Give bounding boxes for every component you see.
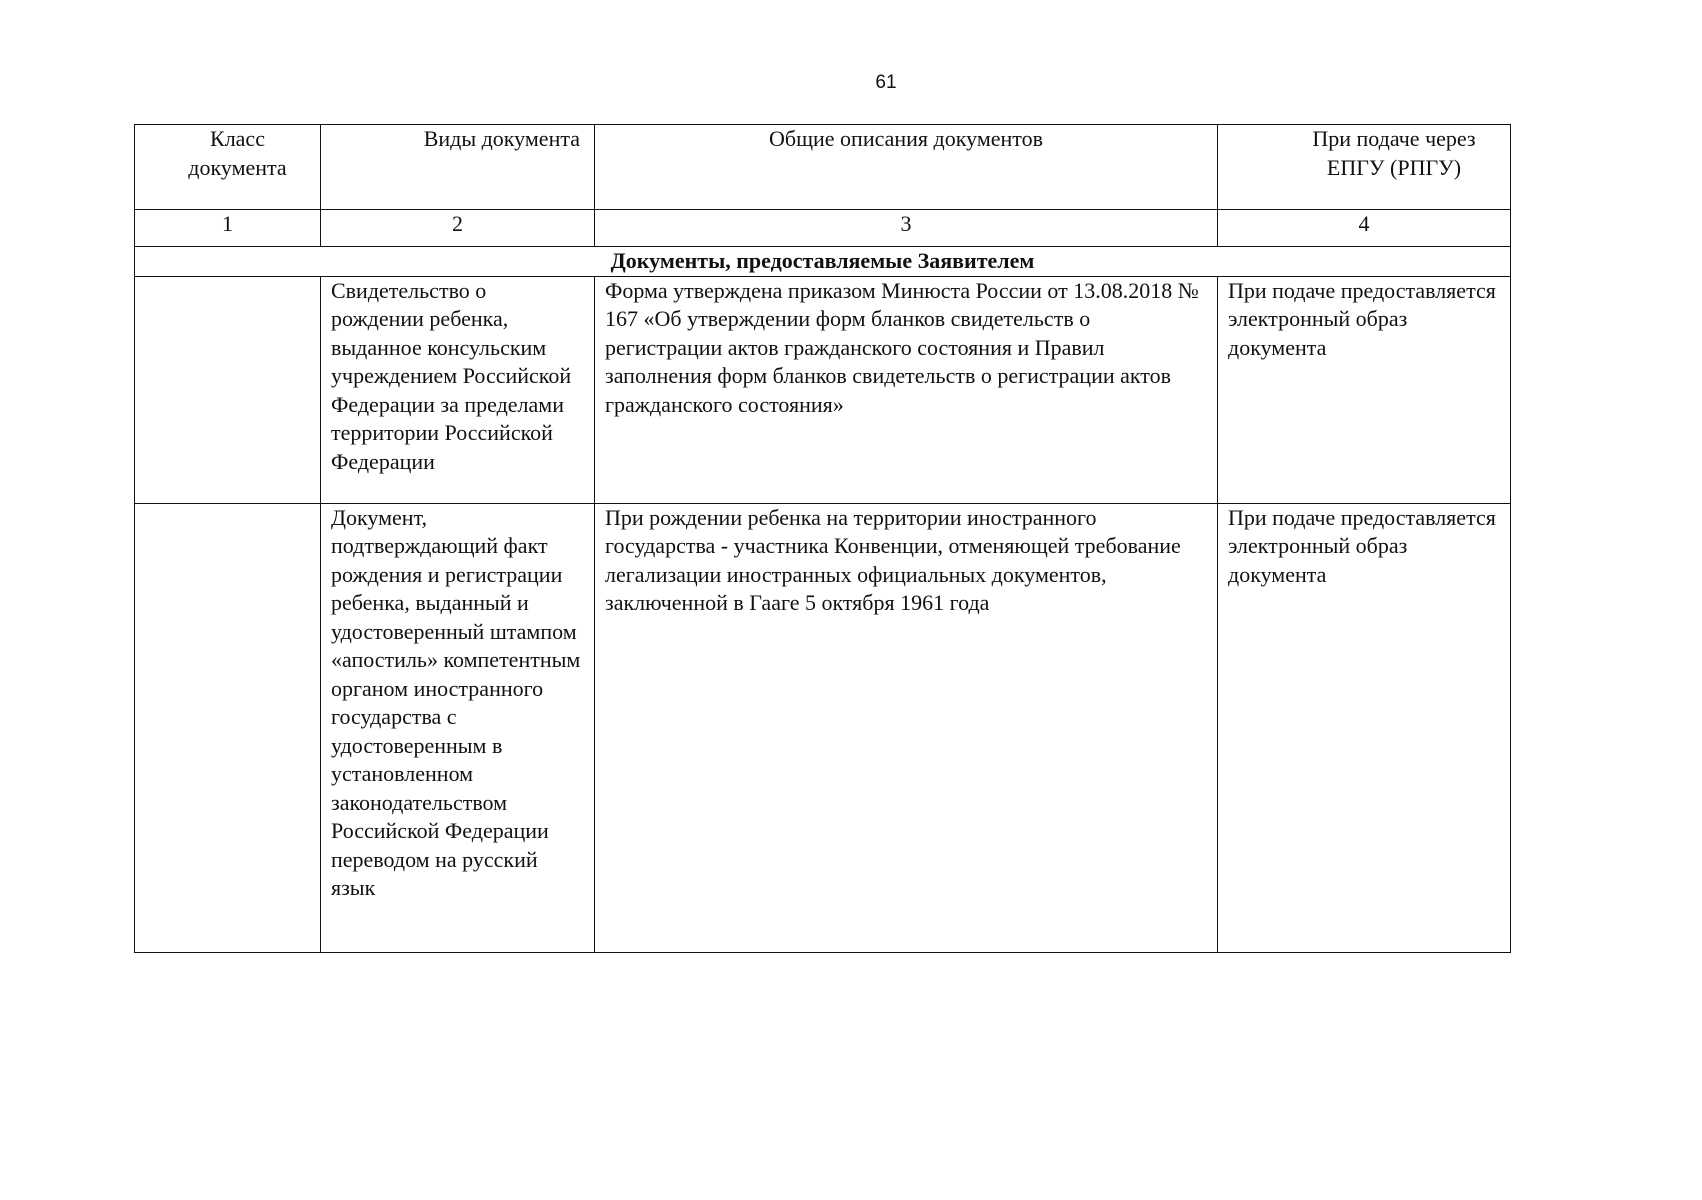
documents-table [134,124,1511,953]
epgu-submission-cell: При подаче предоставляется электронный образ документа [1218,276,1511,503]
column-number-1: 1 [135,210,321,247]
header-document-types: Виды документа [321,125,595,210]
document-description-cell: При рождении ребенка на территории иностранного государства - участника Конвенции, отменяющей требование легализации иностранных официальных документов, заключенной в Гааге 5 октября 1961 года [595,503,1218,952]
epgu-submission-cell: При подаче предоставляется электронный образ документа [1218,503,1511,952]
header-epgu-label: При подаче через ЕПГУ (РПГУ) [1312,126,1476,180]
column-number-3: 3 [595,210,1218,247]
document-class-cell [135,503,321,952]
header-general-descriptions: Общие описания документов [595,125,1218,210]
table-header-row [135,125,1511,210]
section-row [135,247,1511,277]
page-number: 61 [875,72,897,93]
section-title: Документы, предоставляемые Заявителем [135,247,1511,277]
column-number-4: 4 [1218,210,1511,247]
column-number-2: 2 [321,210,595,247]
document-description-cell: Форма утверждена приказом Минюста России от 13.08.2018 № 167 «Об утверждении форм бланков свидетельств о регистрации актов гражданского состояния и Правил заполнения форм бланков свидетельств о регистрации актов гражданского состояния» [595,276,1218,503]
header-epgu-submission [1218,125,1511,210]
document-type-cell: Документ, подтверждающий факт рождения и регистрации ребенка, выданный и удостоверенный штампом «апостиль» компетентным органом иностранного государства с удостоверенным в установленном законодательством Российской Федерации переводом на русский язык [321,503,595,952]
table-row [135,503,1511,952]
column-numbers-row [135,210,1511,247]
document-class-cell [135,276,321,503]
document-type-cell: Свидетельство о рождении ребенка, выданное консульским учреждением Российской Федерации за пределами территории Российской Федерации [321,276,595,503]
table-row [135,276,1511,503]
header-document-class: Класс документа [135,125,321,210]
